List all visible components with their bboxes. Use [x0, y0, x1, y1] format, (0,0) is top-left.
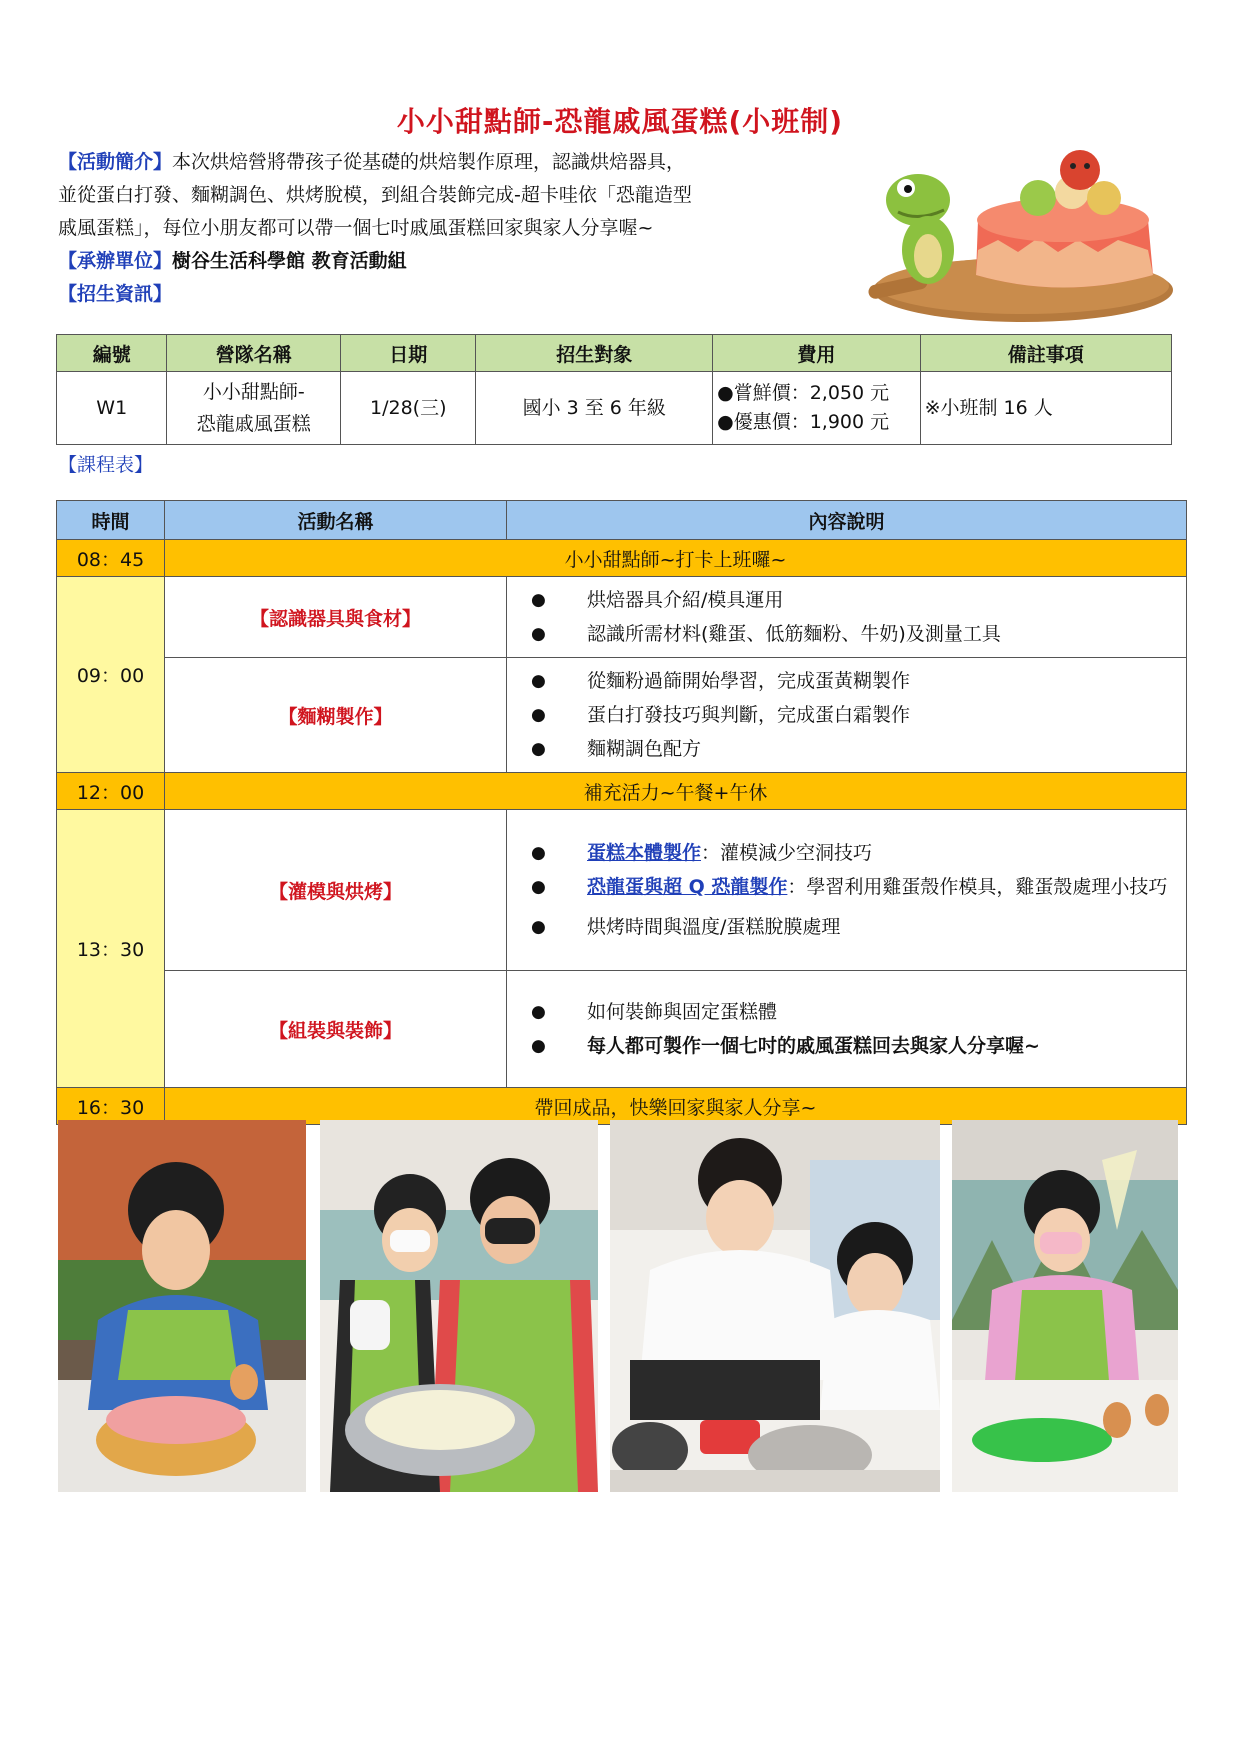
- activity-row-2: [57, 658, 1187, 773]
- activity-content: [507, 810, 1187, 971]
- list-item: [531, 836, 1176, 870]
- bar-time: 08：45: [57, 540, 165, 577]
- list-item: ● 蛋白打發技巧與判斷，完成蛋白霜製作: [531, 698, 1176, 732]
- recruitment-header-row: [57, 335, 1172, 372]
- header-time: 時間: [57, 501, 165, 540]
- photo-chef-kids: [610, 1120, 940, 1492]
- activity-content: [507, 577, 1187, 658]
- organizer-line: [58, 245, 858, 278]
- list-item-text: ：學習利用雞蛋殼作模具，雞蛋殼處理小技巧: [787, 876, 1168, 898]
- schedule-bar-checkin: [57, 540, 1187, 577]
- time-block-morning: 09：00: [57, 577, 165, 773]
- bar-time: 12：00: [57, 773, 165, 810]
- recruit-line: [58, 278, 858, 311]
- list-item: ● 麵糊調色配方: [531, 732, 1176, 766]
- schedule-header-row: [57, 501, 1187, 540]
- activity-name: 【組裝與裝飾】: [165, 971, 507, 1088]
- activity-name: 【認識器具與食材】: [165, 577, 507, 658]
- recruitment-row: [57, 372, 1172, 445]
- recruit-tag: 【招生資訊】: [58, 283, 173, 305]
- activity-name: 【灌模與烘烤】: [165, 810, 507, 971]
- bar-time: 16：30: [57, 1088, 165, 1125]
- list-item: ● 每人都可製作一個七吋的戚風蛋糕回去與家人分享喔~: [531, 1029, 1176, 1063]
- photo-whisking-eggs: [320, 1120, 598, 1492]
- header-notes: 備註事項: [920, 335, 1171, 372]
- intro-line-3: 戚風蛋糕」，每位小朋友都可以帶一個七吋戚風蛋糕回家與家人分享喔~: [58, 217, 654, 239]
- activity-row-4: [57, 971, 1187, 1088]
- list-item: ● 烘烤時間與溫度/蛋糕脫膜處理: [531, 910, 1176, 944]
- time-block-afternoon: 13：30: [57, 810, 165, 1088]
- header-target: 招生對象: [476, 335, 713, 372]
- intro-text-1: 本次烘焙營將帶孩子從基礎的烘焙製作原理，認識烘焙器具，: [172, 151, 686, 173]
- schedule-label: 【課程表】: [58, 454, 154, 476]
- camp-fee: [713, 372, 920, 445]
- camp-date: 1/28(三): [341, 372, 476, 445]
- content-link[interactable]: 蛋糕本體製作: [587, 842, 702, 864]
- camp-name-line1: 小小甜點師-: [202, 381, 305, 403]
- header-camp-name: 營隊名稱: [167, 335, 341, 372]
- content-link[interactable]: 恐龍蛋與超 Q 恐龍製作: [587, 876, 788, 898]
- photo-cake-decorating: [58, 1120, 306, 1492]
- header-code: 編號: [57, 335, 167, 372]
- list-item: ● 如何裝飾與固定蛋糕體: [531, 995, 1176, 1029]
- camp-target: 國小 3 至 6 年級: [476, 372, 713, 445]
- activity-content: [507, 658, 1187, 773]
- recruitment-table: [56, 334, 1172, 445]
- organizer-tag: 【承辦單位】: [58, 250, 173, 272]
- intro-line-2: 並從蛋白打發、麵糊調色、烘烤脫模，到組合裝飾完成-超卡哇依「恐龍造型: [58, 184, 692, 206]
- list-item: ● 認識所需材料(雞蛋、低筋麵粉、牛奶)及測量工具: [531, 617, 1176, 651]
- intro-line-1: [58, 146, 858, 179]
- activity-content: [507, 971, 1187, 1088]
- organizer-value: 樹谷生活科學館 教育活動組: [172, 250, 407, 272]
- header-fee: 費用: [713, 335, 920, 372]
- page-title: 小小甜點師-恐龍戚風蛋糕(小班制): [396, 105, 844, 138]
- camp-note: ※小班制 16 人: [920, 372, 1171, 445]
- bar-text: 補充活力~午餐+午休: [165, 773, 1187, 810]
- header-date: 日期: [341, 335, 476, 372]
- bar-text: 帶回成品，快樂回家與家人分享~: [165, 1088, 1187, 1125]
- list-item: [531, 870, 1176, 904]
- bar-text: 小小甜點師~打卡上班囉~: [165, 540, 1187, 577]
- dinosaur-cake-image: [858, 140, 1188, 330]
- intro-tag: 【活動簡介】: [58, 151, 173, 173]
- list-item-text: ：灌模減少空洞技巧: [701, 842, 873, 864]
- schedule-bar-lunch: [57, 773, 1187, 810]
- photo-strip: [58, 1120, 1188, 1492]
- list-item: ● 烘焙器具介紹/模具運用: [531, 583, 1176, 617]
- activity-name: 【麵糊製作】: [165, 658, 507, 773]
- camp-name-line2: 恐龍戚風蛋糕: [196, 413, 311, 435]
- fee-discount: ●優惠價：1,900 元: [717, 411, 890, 433]
- activity-row-3: [57, 810, 1187, 971]
- list-item: ● 從麵粉過篩開始學習，完成蛋黃糊製作: [531, 664, 1176, 698]
- camp-code: W1: [57, 372, 167, 445]
- header-activity: 活動名稱: [165, 501, 507, 540]
- activity-row-1: [57, 577, 1187, 658]
- fee-early: ●嘗鮮價：2,050 元: [717, 382, 890, 404]
- intro-section: [58, 146, 858, 311]
- header-content: 內容說明: [507, 501, 1187, 540]
- schedule-table: [56, 500, 1187, 1125]
- photo-piping-cream: [952, 1120, 1178, 1492]
- schedule-bar-home: [57, 1088, 1187, 1125]
- camp-name: [167, 372, 341, 445]
